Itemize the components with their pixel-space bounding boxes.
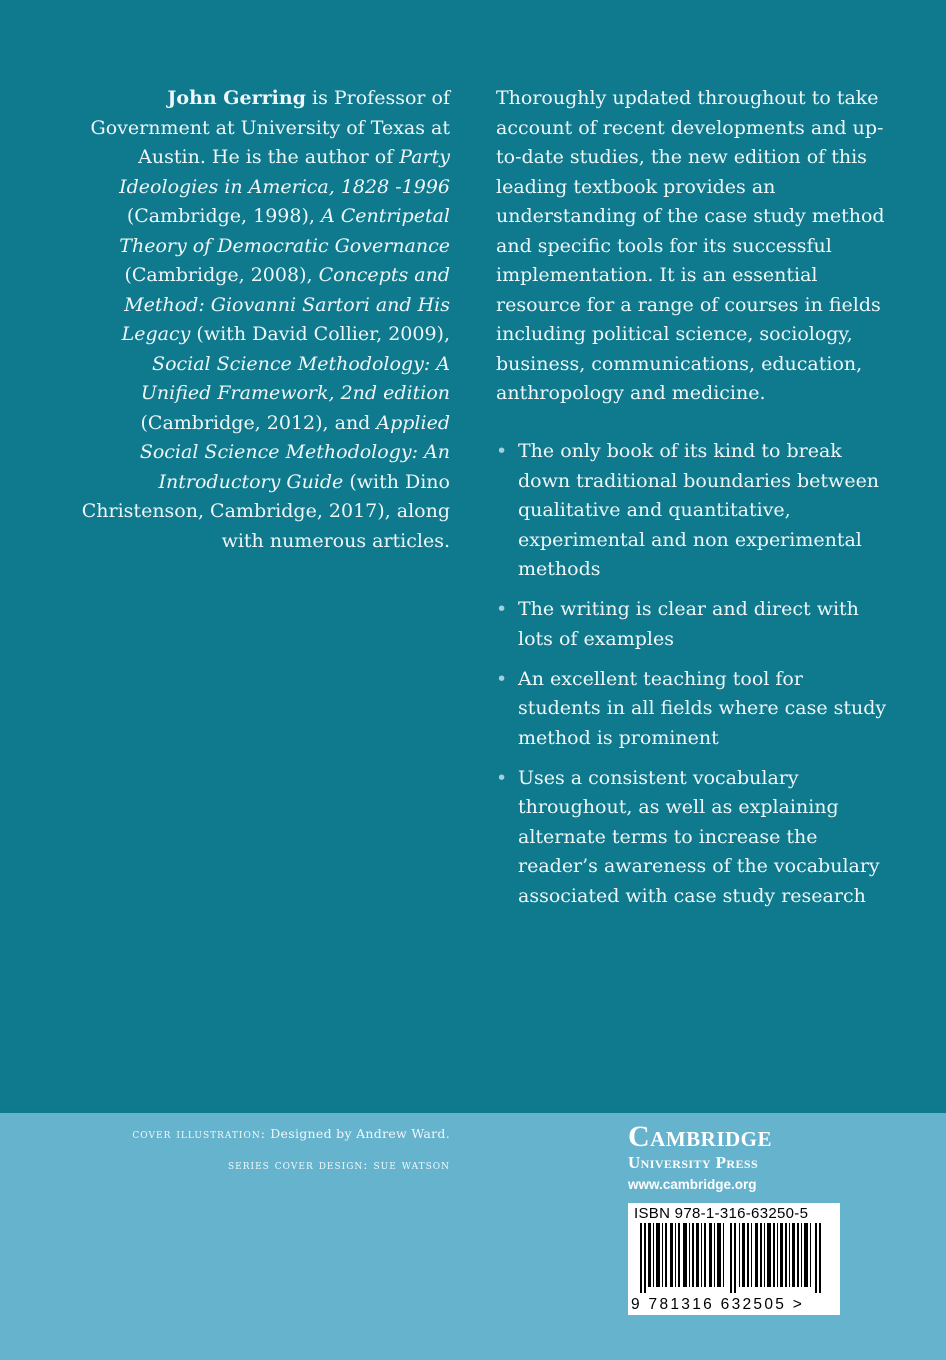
barcode-bars-icon	[638, 1223, 828, 1293]
isbn-text: ISBN 978-1-316-63250-5	[634, 1205, 809, 1222]
bullet-icon: •	[496, 598, 508, 620]
credit-value: Designed by Andrew Ward.	[265, 1126, 450, 1141]
bio-text: (Cambridge, 2008),	[124, 264, 319, 286]
bio-text: (with David Collier, 2009),	[190, 323, 450, 345]
feature-item	[496, 665, 891, 754]
feature-text: The only book of its kind to break down traditional boundaries between qualitative and quantitative, experimental and non experimental methods	[518, 440, 880, 580]
cover-illustration-credit	[132, 1126, 450, 1141]
credit-label: series cover design: sue watson	[228, 1157, 450, 1172]
bio-text: is Professor of Government at University of Texas at Austin. He is the author of	[90, 87, 450, 168]
publisher-logo	[628, 1121, 840, 1192]
feature-item	[496, 764, 891, 912]
bullet-icon: •	[496, 440, 508, 462]
author-bio	[80, 84, 450, 556]
publisher-name: Cambridge	[628, 1120, 773, 1153]
feature-list	[496, 437, 891, 922]
credit-label: cover illustration:	[132, 1126, 266, 1141]
book-title: Social Science Methodology: A Unified Framework, 2nd edition	[140, 352, 450, 404]
publisher-subtitle: University Press	[628, 1153, 759, 1172]
book-title: Party Ideologies in America, 1828 -1996	[119, 146, 450, 198]
feature-item	[496, 437, 891, 585]
book-title: Applied Social Science Methodology: An Introductory Guide	[139, 411, 450, 493]
bio-text: (Cambridge, 1998),	[126, 205, 321, 227]
feature-text: An excellent teaching tool for students in all fields where case study method is prominent	[518, 667, 887, 749]
series-design-credit	[228, 1157, 450, 1172]
feature-text: Uses a consistent vocabulary throughout, as well as explaining alternate terms to increase the reader’s awareness of the vocabulary associated with case study research	[518, 766, 880, 907]
author-name: John Gerring	[167, 87, 306, 109]
isbn-barcode	[628, 1203, 840, 1315]
feature-text: The writing is clear and direct with lots of examples	[518, 598, 859, 650]
publisher-url: www.cambridge.org	[628, 1177, 757, 1192]
bullet-icon: •	[496, 766, 508, 789]
feature-item	[496, 595, 891, 654]
book-title: Concepts and Method: Giovanni Sartori and His Legacy	[121, 264, 450, 345]
bio-text: (Cambridge, 2012), and	[140, 411, 377, 434]
bullet-icon: •	[496, 667, 508, 690]
barcode-digits: 9 781316 632505 >	[631, 1296, 805, 1313]
book-description: Thoroughly updated throughout to take account of recent developments and up-to-date studies, the new edition of this leading textbook provides an understanding of the case study method and specific tools for its successful implementation. It is an essential resource for a range of courses in fields including political science, sociology, business, communications, education, anthropology and medicine.	[496, 87, 885, 404]
bio-text: (with Dino Christenson, Cambridge, 2017), along with numerous articles.	[81, 470, 450, 552]
book-title: A Centripetal Theory of Democratic Governance	[119, 205, 450, 257]
